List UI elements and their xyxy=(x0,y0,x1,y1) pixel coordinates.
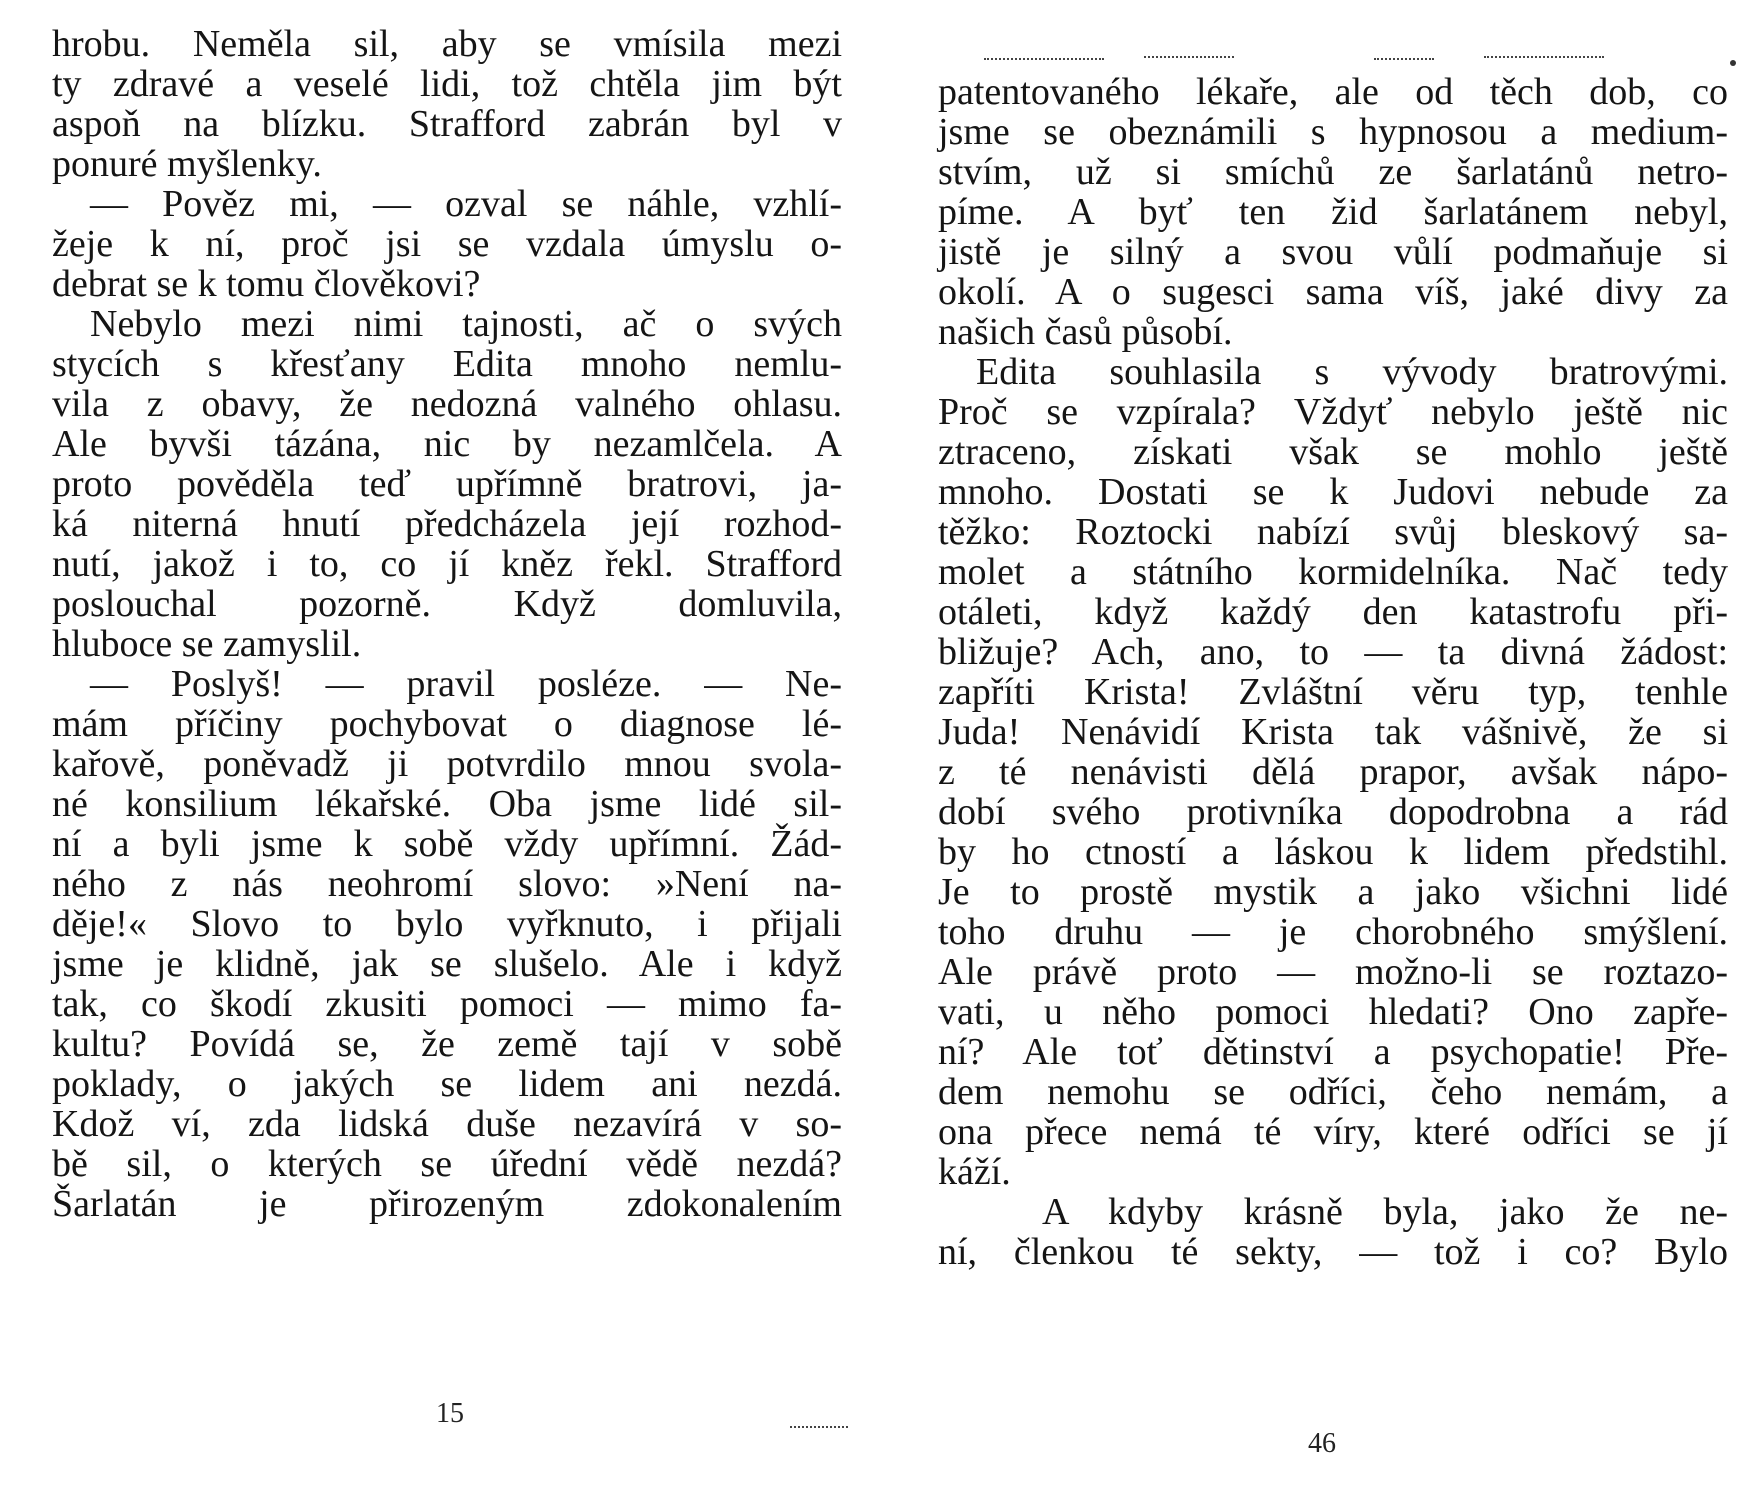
right-page xyxy=(874,0,1748,1500)
text-line: debrat se k tomu člověkovi? xyxy=(52,263,481,305)
text-line: stvím, už si smíchů ze šarlatánů netro- xyxy=(938,151,1728,193)
text-line: molet a státního kormidelníka. Nač tedy xyxy=(938,551,1728,593)
text-line: dem nemohu se odříci, čeho nemám, a xyxy=(938,1071,1728,1113)
print-artifact xyxy=(1144,56,1234,58)
text-line: mám příčiny pochybovat o diagnose lé- xyxy=(52,703,842,745)
text-line: ného z nás neohromí slovo: »Není na- xyxy=(52,863,842,905)
text-line: Ale právě proto — možno-li se roztazo- xyxy=(938,951,1728,993)
text-line: tak, co škodí zkusiti pomoci — mimo fa- xyxy=(52,983,842,1025)
text-line: ponuré myšlenky. xyxy=(52,143,322,185)
text-line: Ale byvši tázána, nic by nezamlčela. A xyxy=(52,423,842,465)
text-line: stycích s křesťany Edita mnoho nemlu- xyxy=(52,343,842,385)
text-line: patentovaného lékaře, ale od těch dob, co xyxy=(938,71,1728,113)
text-line: žeje k ní, proč jsi se vzdala úmyslu o- xyxy=(52,223,842,265)
text-line: píme. A byť ten žid šarlatánem nebyl, xyxy=(938,191,1728,233)
text-line: poklady, o jakých se lidem ani nezdá. xyxy=(52,1063,842,1105)
text-line: proto pověděla teď upřímně bratrovi, ja- xyxy=(52,463,842,505)
text-line: Juda! Nenávidí Krista tak vášnivě, že si xyxy=(938,711,1728,753)
text-line: bě sil, o kterých se úřední vědě nezdá? xyxy=(52,1143,842,1185)
text-line: ona přece nemá té víry, které odříci se jí xyxy=(938,1111,1728,1153)
text-line: otáleti, když každý den katastrofu při- xyxy=(938,591,1728,633)
text-line: Proč se vzpírala? Vždyť nebylo ještě nic xyxy=(938,391,1728,433)
text-line: — Poslyš! — pravil posléze. — Ne- xyxy=(90,663,842,705)
text-line: ní, členkou té sekty, — tož i co? Bylo xyxy=(938,1231,1728,1273)
text-line: nutí, jakož i to, co jí kněz řekl. Strafford xyxy=(52,543,842,585)
text-line: poslouchal pozorně. Když domluvila, xyxy=(52,583,842,625)
text-line: toho druhu — je chorobného smýšlení. xyxy=(938,911,1728,953)
text-line: Kdož ví, zda lidská duše nezavírá v so- xyxy=(52,1103,842,1145)
text-line: bližuje? Ach, ano, to — ta divná žádost: xyxy=(938,631,1728,673)
page-number: 15 xyxy=(436,1398,464,1429)
left-page-text xyxy=(52,24,842,1224)
text-line: Šarlatán je přirozeným zdokonalením xyxy=(52,1183,842,1225)
text-line: vati, u něho pomoci hledati? Ono zapře- xyxy=(938,991,1728,1033)
text-line: A kdyby krásně byla, jako že ne- xyxy=(1042,1191,1728,1233)
text-line: — Pověz mi, — ozval se náhle, vzhlí- xyxy=(90,183,842,225)
text-line: našich časů působí. xyxy=(938,311,1233,353)
print-artifact xyxy=(1730,60,1736,66)
text-line: kultu? Povídá se, že země tají v sobě xyxy=(52,1023,842,1065)
print-artifact xyxy=(984,58,1104,60)
text-line: z té nenávisti dělá prapor, avšak nápo- xyxy=(938,751,1728,793)
print-artifact xyxy=(790,1426,848,1428)
text-line: Nebylo mezi nimi tajnosti, ač o svých xyxy=(90,303,842,345)
text-line: aspoň na blízku. Strafford zabrán byl v xyxy=(52,103,842,145)
text-line: mnoho. Dostati se k Judovi nebude za xyxy=(938,471,1728,513)
page-number: 46 xyxy=(1308,1428,1336,1459)
print-artifact xyxy=(1484,56,1604,58)
text-line: dobí svého protivníka dopodrobna a rád xyxy=(938,791,1728,833)
text-line: jsme je klidně, jak se slušelo. Ale i když xyxy=(52,943,842,985)
text-line: jistě je silný a svou vůlí podmaňuje si xyxy=(938,231,1728,273)
text-line: ní? Ale toť dětinství a psychopatie! Pře- xyxy=(938,1031,1728,1073)
text-line: ní a byli jsme k sobě vždy upřímní. Žád- xyxy=(52,823,842,865)
text-line: zapříti Krista! Zvláštní věru typ, tenhle xyxy=(938,671,1728,713)
text-line: kařově, poněvadž ji potvrdilo mnou svola- xyxy=(52,743,842,785)
text-line: Je to prostě mystik a jako všichni lidé xyxy=(938,871,1728,913)
text-line: okolí. A o sugesci sama víš, jaké divy za xyxy=(938,271,1728,313)
text-line: jsme se obeznámili s hypnosou a medium- xyxy=(938,111,1728,153)
text-line: káží. xyxy=(938,1151,1011,1193)
text-line: ztraceno, získati však se mohlo ještě xyxy=(938,431,1728,473)
text-line: těžko: Roztocki nabízí svůj bleskový sa- xyxy=(938,511,1728,553)
text-line: né konsilium lékařské. Oba jsme lidé sil- xyxy=(52,783,842,825)
text-line: Edita souhlasila s vývody bratrovými. xyxy=(976,351,1728,393)
text-line: ká niterná hnutí předcházela její rozhod- xyxy=(52,503,842,545)
text-line: hrobu. Neměla sil, aby se vmísila mezi xyxy=(52,23,842,65)
print-artifact xyxy=(1374,58,1434,60)
text-line: ty zdravé a veselé lidi, tož chtěla jim být xyxy=(52,63,842,105)
text-line: by ho ctností a láskou k lidem předstihl. xyxy=(938,831,1728,873)
right-page-text xyxy=(938,72,1728,1272)
text-line: hluboce se zamyslil. xyxy=(52,623,362,665)
text-line: děje!« Slovo to bylo vyřknuto, i přijali xyxy=(52,903,842,945)
text-line: vila z obavy, že nedozná valného ohlasu. xyxy=(52,383,842,425)
